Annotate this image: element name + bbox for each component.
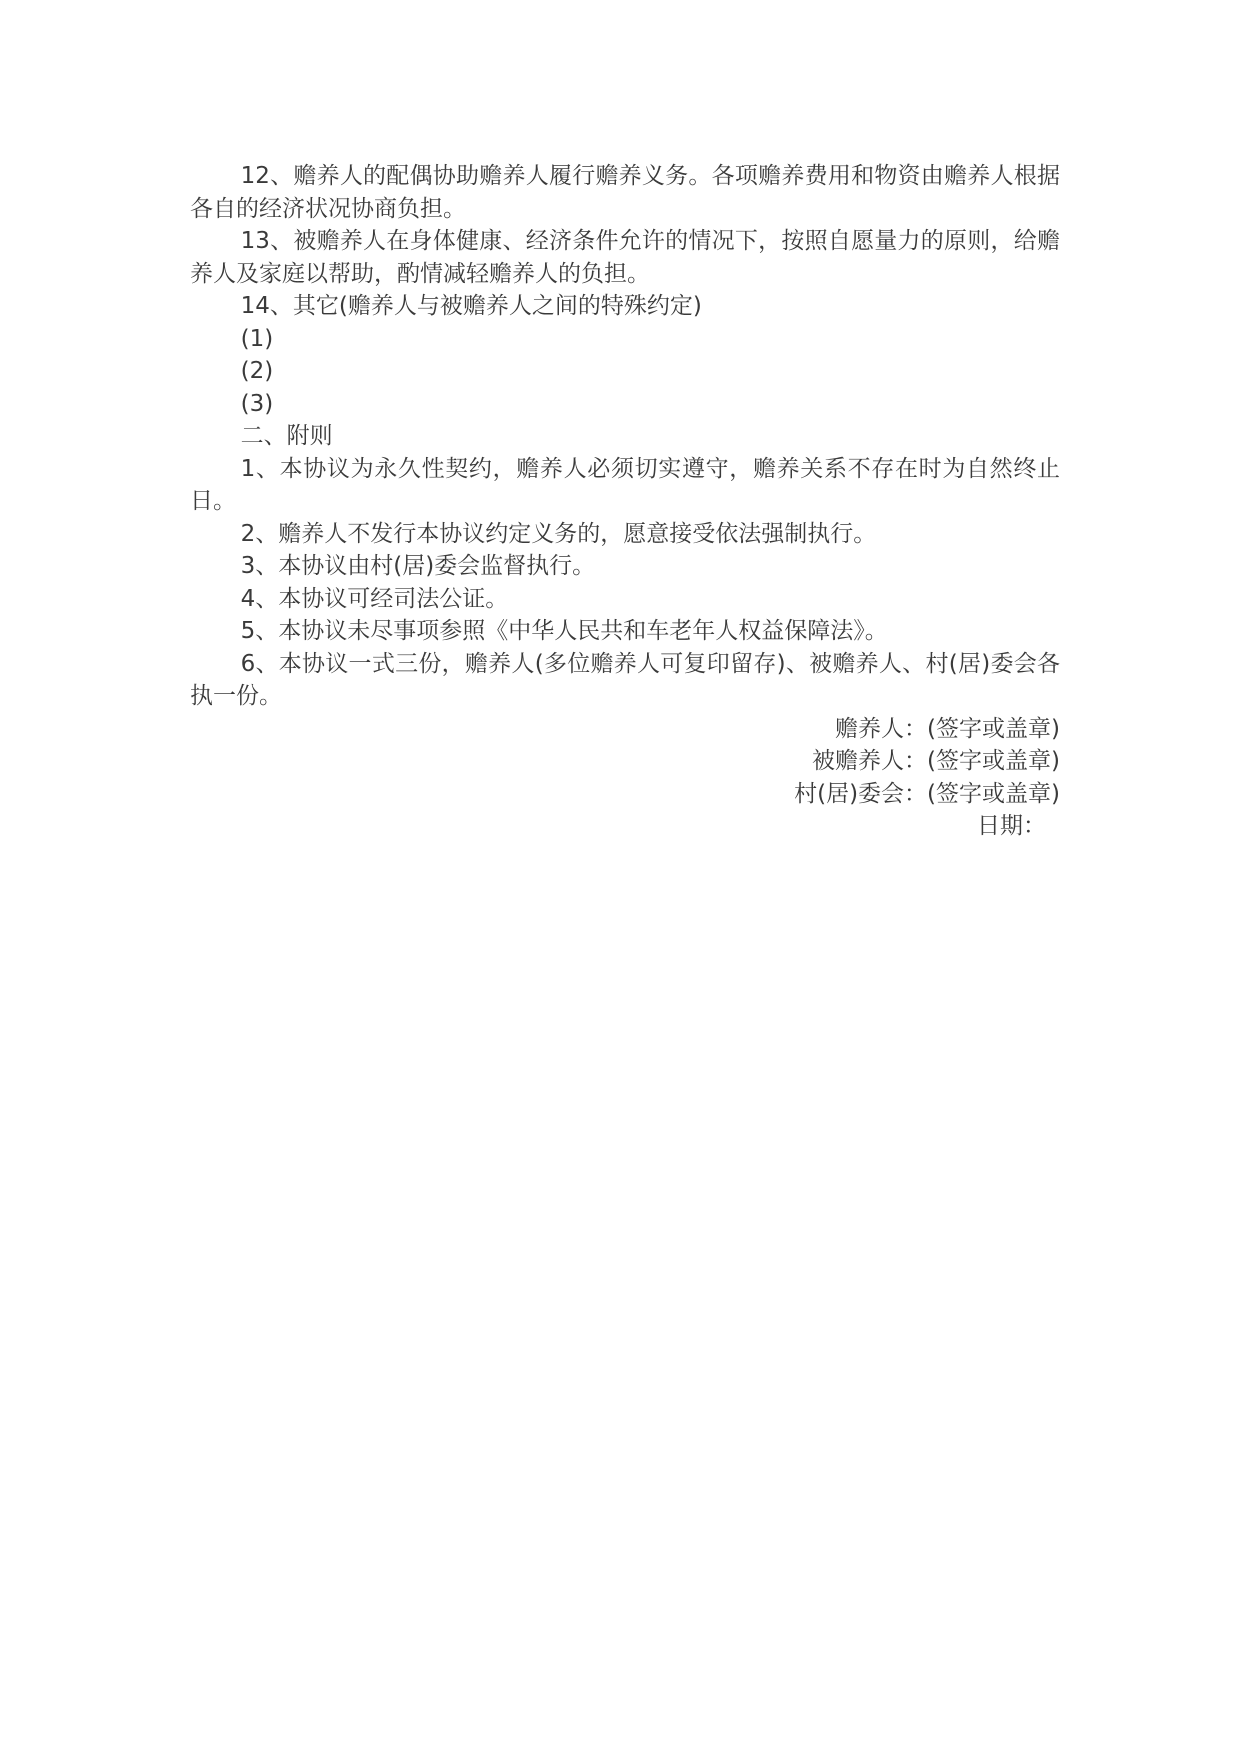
supplementary-clause-5: 5、本协议未尽事项参照《中华人民共和车老年人权益保障法》。 [240,618,888,644]
special-item-3: (3) [240,390,274,417]
supplementary-clause-1: 1、本协议为永久性契约，赡养人必须切实遵守，赡养关系不存在时为自然终止日。 [190,455,1060,514]
clause-12: 12、赡养人的配偶协助赡养人履行赡养义务。各项赡养费用和物资由赡养人根据各自的经济状况协商负担。 [190,163,1060,222]
supplementary-clause-2: 2、赡养人不发行本协议约定义务的，愿意接受依法强制执行。 [240,520,877,547]
signature-supporter: 赡养人：(签字或盖章) [835,715,1060,742]
clause-14: 14、其它(赡养人与被赡养人之间的特殊约定) [240,293,702,319]
signature-committee: 村(居)委会：(签字或盖章) [794,780,1060,807]
signature-date: 日期： [977,813,1046,839]
special-item-1: (1) [240,325,274,352]
document-page [190,160,1060,843]
section-heading-supplementary: 二、附则 [240,423,333,449]
special-item-2: (2) [240,358,274,384]
supplementary-clause-3: 3、本协议由村(居)委会监督执行。 [240,553,596,579]
supplementary-clause-6: 6、本协议一式三份，赡养人(多位赡养人可复印留存)、被赡养人、村(居)委会各执一份。 [190,650,1060,709]
supplementary-clause-4: 4、本协议可经司法公证。 [240,585,509,612]
signature-supported: 被赡养人：(签字或盖章) [812,748,1060,774]
clause-13: 13、被赡养人在身体健康、经济条件允许的情况下，按照自愿量力的原则，给赡养人及家庭以帮助，酌情减轻赡养人的负担。 [190,228,1060,287]
